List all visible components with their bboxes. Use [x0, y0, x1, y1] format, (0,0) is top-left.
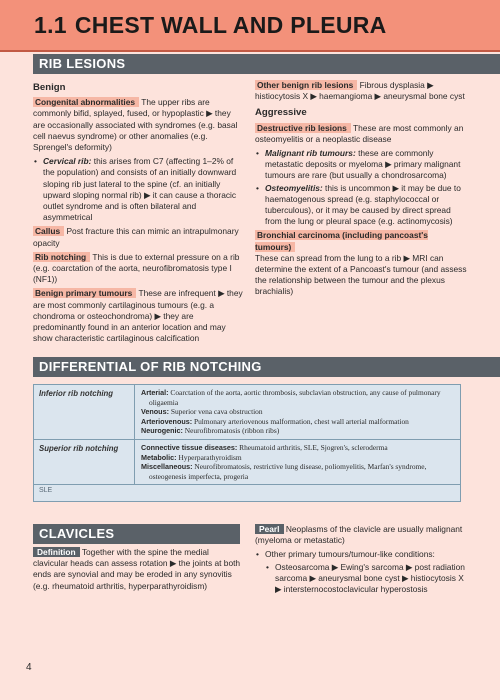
aggressive-heading: Aggressive	[255, 107, 307, 119]
row-content-inferior	[135, 385, 460, 439]
chapter-number: 1.1	[34, 12, 67, 38]
row-content-superior	[135, 440, 460, 484]
destructive-bullets	[255, 148, 467, 227]
congenital-paragraph	[33, 97, 245, 153]
rib-lesions-left-column	[33, 80, 245, 347]
pearl-paragraph: Pearl Neoplasms of the clavicle are usually malignant (myeloma or metastatic)	[255, 524, 463, 546]
congenital-tag: Congenital abnormalities	[33, 97, 139, 107]
osteomyelitis-bullet: • Osteomyelitis: this is uncommon ▶ it may be due to haematogenous spread (e.g. staphylococcal or tuberculous), or it may be caused by direct spread from the lung or pleural space (e.g. actinomycosis)	[255, 183, 467, 228]
other-benign-tag: Other benign rib lesions	[255, 80, 357, 90]
rib-notching-paragraph: Rib notching This is due to external pressure on a rib (e.g. coarctation of the aorta, neurofibromatosis type I (NF1))	[33, 251, 240, 285]
callus-tag: Callus	[33, 226, 64, 236]
rib-notching-tag: Rib notching	[33, 252, 90, 262]
rib-lesions-right-column	[255, 80, 467, 301]
table-footnote: SLE	[39, 487, 53, 495]
row-label-inferior: Inferior rib notching	[34, 385, 135, 439]
benign-primary-paragraph: Benign primary tumours These are infrequent ▶ they are most commonly cartilaginous tumours (e.g. a chondroma or osteochondroma) ▶ they are predominantly found in an anterior location and may show characteristic cartilaginous calcification	[33, 288, 243, 344]
row-label-superior: Superior rib notching	[34, 440, 135, 484]
clavicles-band: CLAVICLES	[33, 524, 240, 544]
table-line: Venous: Superior vena cava obstruction	[141, 407, 263, 417]
bronchial-carcinoma-paragraph: Bronchial carcinoma (including pancoast's tumours) These can spread from the lung to a rib ▶ MRI can determine the extent of a Pancoast's tumour (and assess the relationship between the tumour and the plexus brachialis)	[255, 230, 467, 297]
benign-primary-tag: Benign primary tumours	[33, 288, 136, 298]
cervical-rib-bullet: • Cervical rib: this arises from C7 (affecting 1–2% of the population) and consists of an initially downward sloping rib just lateral to the spine (cf. an initially upward sloping normal rib) ▶ it can cause a thoracic outlet syndrome and is often bilateral and asymmetrical	[33, 156, 245, 223]
chapter-title	[34, 12, 387, 39]
malignant-rib-tumours-bullet: • Malignant rib tumours: these are commonly metastatic deposits or myeloma ▶ primary malignant tumours are rare (but usually a chondrosarcoma)	[255, 148, 467, 182]
table-row	[34, 440, 460, 485]
destructive-tag: Destructive rib lesions	[255, 123, 351, 133]
clavicle-sub-bullets	[265, 562, 467, 596]
table-line: Connective tissue diseases: Rheumatoid arthritis, SLE, Sjogren's, scleroderma	[141, 442, 388, 452]
table-line: Metabolic: Hyperparathyroidism	[141, 452, 242, 462]
differential-band: DIFFERENTIAL OF RIB NOTCHING	[33, 357, 500, 377]
definition-tag: Definition	[33, 547, 80, 557]
congenital-bullets	[33, 156, 245, 223]
benign-heading: Benign	[33, 82, 66, 93]
other-benign-paragraph: Other benign rib lesions Fibrous dysplasia ▶ histiocytosis X ▶ haemangioma ▶ aneurysmal bone cyst	[255, 80, 465, 102]
other-tumours-bullet: • Other primary tumours/tumour-like conditions: • Osteosarcoma ▶ Ewing's sarcoma ▶ post radiation sarcoma ▶ aneurysmal bone cyst ▶ histiocytosis X ▶ intersternocostoclavicular hyperostosis	[255, 549, 467, 595]
rib-lesions-band: RIB LESIONS	[33, 54, 500, 74]
pearl-tag: Pearl	[255, 524, 284, 534]
callus-paragraph: Callus Post fracture this can mimic an intrapulmonary opacity	[33, 226, 239, 248]
table-line: Arterial: Coarctation of the aorta, aortic thrombosis, subclavian obstruction, any cause of pulmonary oligaemia	[141, 388, 441, 407]
table-line: Miscellaneous: Neurofibromatosis, restrictive lung disease, poliomyelitis, Marfan's syndrome, osteogenesis imperfecta, progeria	[141, 462, 427, 481]
chapter-header	[0, 0, 500, 52]
rib-notching-table	[33, 384, 461, 502]
bronchial-carcinoma-tag: Bronchial carcinoma (including pancoast's tumours)	[255, 230, 428, 252]
congenital-text: The upper ribs are commonly bifid, splayed, fused, or hypoplastic ▶ they are occasionally associated with syndromes (e.g. basal cell naevus syndrome) or other anomalies (e.g. Sprengel's deformity)	[33, 97, 238, 153]
table-line: Neurogenic: Neurofibromatosis (ribbon ribs)	[141, 426, 280, 436]
table-row	[34, 385, 460, 440]
chapter-title-text: CHEST WALL AND PLEURA	[74, 12, 387, 38]
table-line: Arteriovenous: Pulmonary arteriovenous malformation, chest wall arterial malformation	[141, 416, 409, 426]
clavicle-bullets	[255, 549, 467, 595]
clavicles-left-column	[33, 547, 245, 595]
destructive-paragraph: Destructive rib lesions These are most commonly an osteomyelitis or a neoplastic disease	[255, 122, 464, 144]
definition-paragraph: Definition Together with the spine the medial clavicular heads can assess rotation ▶ the joints at both ends are synovial and may be eroded in any synovitis (e.g. rheumatoid arthritis, hyperparathyroidism)	[33, 547, 241, 591]
page-number: 4	[26, 662, 32, 673]
osteosarcoma-bullet: • Osteosarcoma ▶ Ewing's sarcoma ▶ post radiation sarcoma ▶ aneurysmal bone cyst ▶ histiocytosis X ▶ intersternocostoclavicular hyperostosis	[265, 562, 467, 596]
clavicles-right-column	[255, 524, 467, 598]
